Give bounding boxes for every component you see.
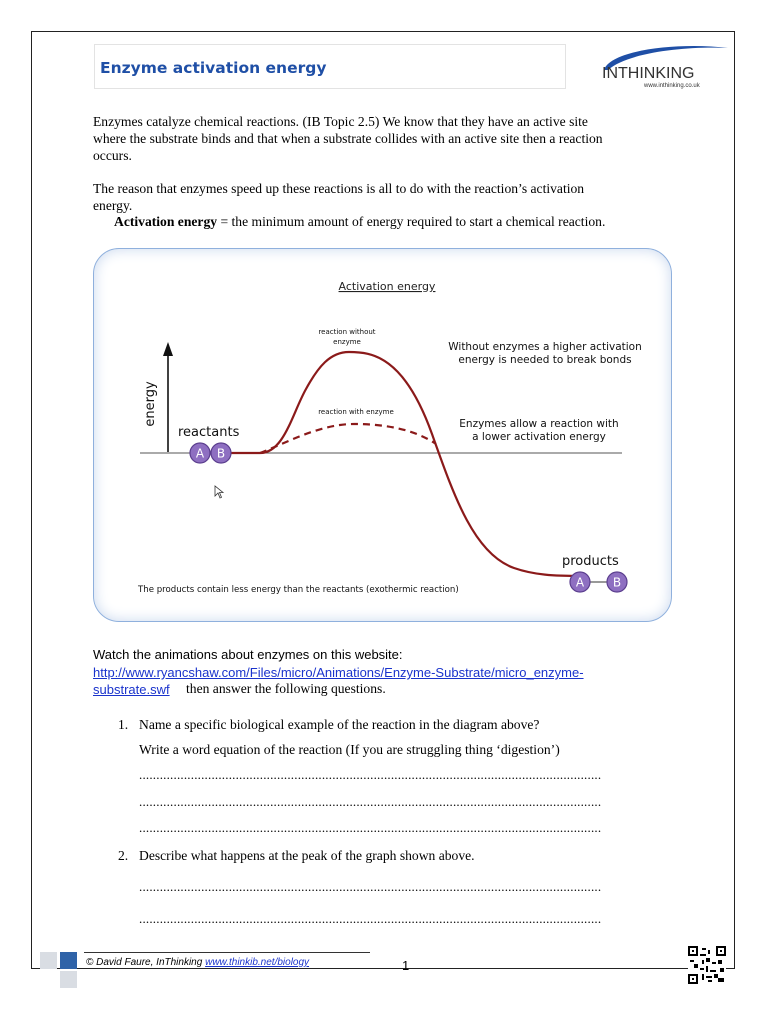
mouse-cursor-icon xyxy=(215,486,223,498)
axis-arrow-icon xyxy=(163,342,173,356)
definition-term: Activation energy xyxy=(114,214,218,229)
note-with-2: a lower activation energy xyxy=(472,431,606,443)
footer-credit xyxy=(86,957,309,968)
product-b-label: B xyxy=(612,575,622,590)
y-axis-label: energy xyxy=(143,381,158,427)
reactant-a-label: A xyxy=(195,446,205,461)
footer-divider xyxy=(84,952,370,953)
footer-square xyxy=(60,952,77,969)
qr-code-icon xyxy=(688,946,726,984)
reactants-label: reactants xyxy=(178,425,240,440)
activation-energy-diagram xyxy=(114,264,651,602)
intro-line-1: Enzymes catalyze chemical reactions. (IB Topic 2.5) We know that they have an active site xyxy=(93,114,588,129)
note-with-1: Enzymes allow a reaction with xyxy=(459,418,619,430)
footer-credit-link[interactable]: www.thinkib.net/biology xyxy=(205,957,310,968)
footer-credit-text: © David Faure, InThinking xyxy=(86,957,206,968)
intro-line-3: occurs. xyxy=(93,148,132,163)
answer-line[interactable]: ...................................................................................................................................... xyxy=(139,767,602,782)
question-1-number: 1. xyxy=(118,717,129,732)
reason-line-2: energy. xyxy=(93,198,133,213)
animation-link-line-2[interactable]: substrate.swf xyxy=(93,682,170,697)
logo-url: www.inthinking.co.uk xyxy=(644,83,700,89)
page-number: 1 xyxy=(402,958,410,973)
reason-line-1: The reason that enzymes speed up these reactions is all to do with the reaction’s activation xyxy=(93,181,585,196)
question-1-line-1: Name a specific biological example of the reaction in the diagram above? xyxy=(139,717,540,732)
intro-line-2: where the substrate binds and that when a substrate collides with an active site then a reaction xyxy=(93,131,603,146)
page-title: Enzyme activation energy xyxy=(100,59,327,77)
diagram-title: Activation energy xyxy=(338,280,436,293)
products-label: products xyxy=(562,554,619,569)
answer-line[interactable]: ...................................................................................................................................... xyxy=(139,879,602,894)
diagram-caption: The products contain less energy than the reactants (exothermic reaction) xyxy=(138,585,459,595)
product-a-label: A xyxy=(575,575,585,590)
answer-line[interactable]: ...................................................................................................................................... xyxy=(139,911,602,926)
note-without-1: Without enzymes a higher activation xyxy=(448,341,642,353)
question-2-line-1: Describe what happens at the peak of the graph shown above. xyxy=(139,848,475,863)
inthinking-logo xyxy=(598,42,730,92)
answer-line[interactable]: ...................................................................................................................................... xyxy=(139,794,602,809)
with-enzyme-label: reaction with enzyme xyxy=(318,408,394,416)
footer-square xyxy=(60,971,77,988)
catalysed-curve xyxy=(260,424,436,453)
without-enzyme-label-1: reaction without xyxy=(318,328,376,336)
uncatalysed-curve xyxy=(210,352,582,576)
definition xyxy=(114,214,605,230)
watch-text: Watch the animations about enzymes on this website: xyxy=(93,647,403,662)
logo-text: INTHINKING xyxy=(602,65,695,82)
reactant-b-label: B xyxy=(216,446,226,461)
answer-line[interactable]: ...................................................................................................................................... xyxy=(139,820,602,835)
animation-link-line-1[interactable]: http://www.ryancshaw.com/Files/micro/Animations/Enzyme-Substrate/micro_enzyme- xyxy=(93,665,584,680)
question-1-line-2: Write a word equation of the reaction (If you are struggling thing ‘digestion’) xyxy=(139,742,560,757)
footer-square xyxy=(40,952,57,969)
without-enzyme-label-2: enzyme xyxy=(333,338,361,346)
after-link-text: then answer the following questions. xyxy=(186,681,386,696)
note-without-2: energy is needed to break bonds xyxy=(458,354,632,366)
question-2-number: 2. xyxy=(118,848,129,863)
definition-text: = the minimum amount of energy required to start a chemical reaction. xyxy=(217,214,606,229)
